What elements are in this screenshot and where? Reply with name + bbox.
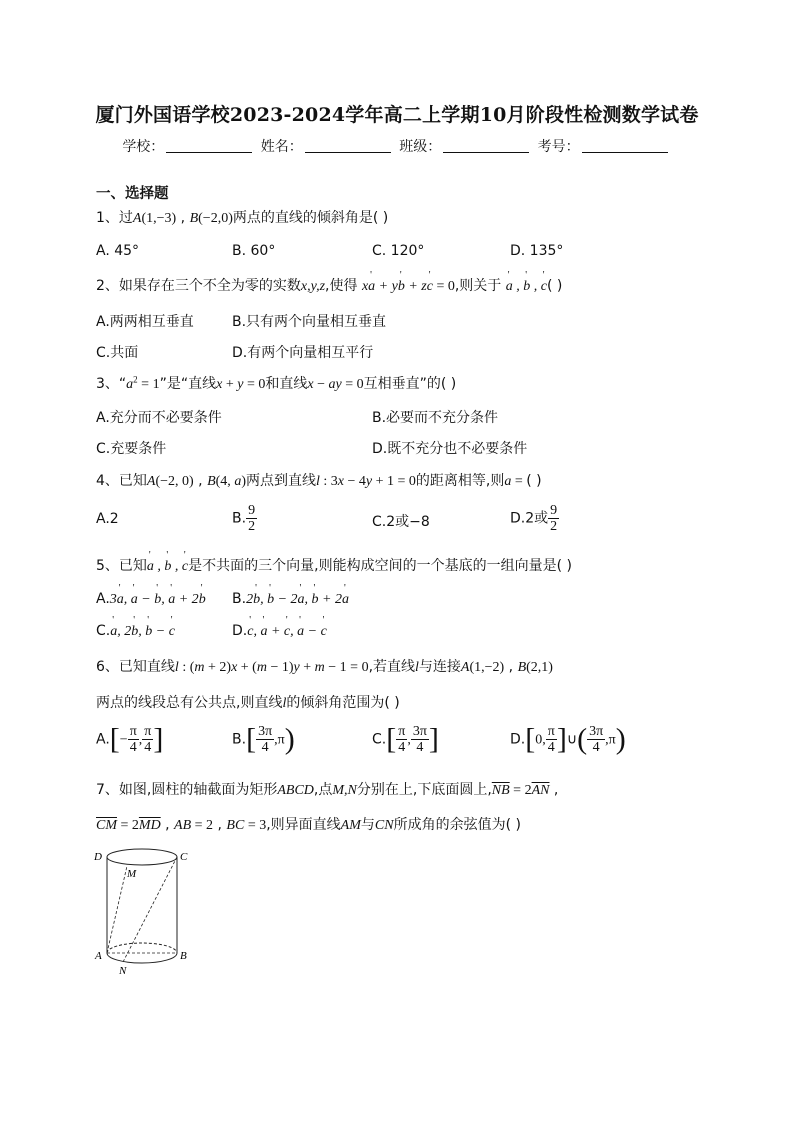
top-ellipse — [107, 849, 177, 865]
q4-option-b[interactable]: B. $\frac{9}{2}$ — [232, 503, 256, 534]
q6-option-d[interactable]: D.[0, $\frac{\pi}{4}$ ]∪( $\frac{3\pi}{4}$ ,π) — [510, 722, 626, 756]
label-d: D — [94, 851, 102, 863]
q3-text-d: 互相垂直”的( ) — [363, 376, 457, 392]
q2-option-b[interactable]: B.只有两个向量相互垂直 — [232, 314, 387, 330]
q1-text: 两点的直线的倾斜角是( ) — [232, 210, 389, 226]
name-blank[interactable] — [305, 138, 391, 153]
school-blank[interactable] — [166, 138, 252, 153]
question-1: 1、过A(1,−3) , B(−2,0)两点的直线的倾斜角是( ) — [96, 210, 389, 226]
question-6: 6、已知直线l : (m + 2)x + (m − 1)y + m − 1 = 0,若直线l与连接A(1,−2) , B(2,1) — [96, 659, 553, 675]
q4-text-d: ( ) — [526, 473, 542, 489]
q5-option-b[interactable]: B.2' b, ' b − 2' a, ' b + 2' a — [232, 591, 349, 608]
question-4: 4、已知A(−2, 0) , B(4, a)两点到直线l : 3x − 4y + 1 = 0的距离相等,则a = ( ) — [96, 473, 542, 489]
q3-text-c: 和直线 — [265, 376, 308, 392]
section-heading: 一、选择题 — [96, 186, 169, 202]
q2-text-b: ,使得 — [325, 278, 358, 294]
q5-prefix: 5、已知 — [96, 558, 147, 574]
q4-option-c[interactable]: C.2或−8 — [372, 514, 430, 530]
class-label: 班级： — [399, 139, 442, 155]
q4-text-b: 两点到直线 — [245, 473, 316, 489]
q1-option-b[interactable]: B. 60° — [232, 243, 276, 259]
q6-text-c: 与连接 — [418, 659, 461, 675]
q5-option-c[interactable]: C.' a, 2' b, ' b − ' c — [96, 623, 175, 640]
q2-text-d: ( ) — [546, 278, 563, 294]
q2-option-c[interactable]: C.共面 — [96, 345, 139, 361]
q3-option-c[interactable]: C.充要条件 — [96, 441, 167, 457]
q1-option-c[interactable]: C. 120° — [372, 243, 425, 259]
school-label: 学校： — [122, 139, 165, 155]
q5-option-d[interactable]: D.' c, ' a + ' c, ' a − ' c — [232, 623, 327, 640]
label-b: B — [180, 950, 187, 962]
q1-prefix: 1、过 — [96, 210, 133, 226]
q1-option-d[interactable]: D. 135° — [510, 243, 564, 259]
label-n: N — [119, 965, 127, 977]
segment-am — [107, 866, 127, 953]
bottom-ellipse-front — [107, 953, 177, 963]
q3-option-a[interactable]: A.充分而不必要条件 — [96, 410, 222, 426]
q1-option-a[interactable]: A. 45° — [96, 243, 140, 259]
q4-text-c: 的距离相等,则 — [415, 473, 505, 489]
student-info-line — [0, 136, 794, 156]
q5-text-b: 是不共面的三个向量,则能构成空间的一个基底的一组向量是( ) — [188, 558, 572, 574]
q7-prefix: 7、如图,圆柱的轴截面为矩形 — [96, 782, 278, 798]
q3-prefix: 3、“ — [96, 376, 127, 392]
q6-option-a[interactable]: A.[− $\frac{\pi}{4}$ , $\frac{\pi}{4}$ ] — [96, 722, 164, 756]
class-blank[interactable] — [443, 138, 529, 153]
q3-option-d[interactable]: D.既不充分也不必要条件 — [372, 441, 528, 457]
label-m: M — [127, 868, 137, 880]
name-label: 姓名： — [260, 139, 303, 155]
number-label: 考号： — [537, 139, 580, 155]
q2-text-c: ,则关于 — [454, 278, 502, 294]
q2-option-a[interactable]: A.两两相互垂直 — [96, 314, 194, 330]
label-a: A — [95, 950, 102, 962]
page-title: 厦门外国语学校2023-2024学年高二上学期10月阶段性检测数学试卷 — [95, 104, 699, 126]
cylinder-figure — [92, 842, 202, 982]
question-3: 3、“$a^2 = 1$”是“直线x + y = 0和直线x − ay = 0互相垂直”的( ) — [96, 374, 457, 392]
q6-option-b[interactable]: B.[ $\frac{3\pi}{4}$ ,π) — [232, 722, 295, 756]
q5-option-a[interactable]: A.3' a, ' a − ' b, ' a + 2' b — [96, 591, 206, 608]
question-5: 5、已知' a , ' b , ' c是不共面的三个向量,则能构成空间的一个基底的一组向量是( ) — [96, 555, 572, 575]
q2-option-d[interactable]: D.有两个向量相互平行 — [232, 345, 374, 361]
q6-option-c[interactable]: C.[ $\frac{\pi}{4}$ , $\frac{3\pi}{4}$ ] — [372, 722, 439, 756]
q2-prefix: 2、如果存在三个不全为零的实数 — [96, 278, 301, 294]
bottom-ellipse-back — [107, 943, 177, 953]
question-6-line-2: 两点的线段总有公共点,则直线l的倾斜角范围为( ) — [96, 695, 400, 711]
q4-option-a[interactable]: A.2 — [96, 511, 119, 527]
q3-option-b[interactable]: B.必要而不充分条件 — [372, 410, 499, 426]
q4-prefix: 4、已知 — [96, 473, 147, 489]
question-2: 2、如果存在三个不全为零的实数x,y,z,使得 x' a + y' b + z' c = 0,则关于 ' a , ' b , ' c( ) — [96, 275, 562, 295]
q4-option-d[interactable]: D.2或 $\frac{9}{2}$ — [510, 503, 558, 534]
question-7: 7、如图,圆柱的轴截面为矩形ABCD,点M,N分别在上,下底面圆上$,\overline{NB} = 2\overline{AN}$ , — [96, 782, 559, 798]
q3-text-b: ”是“直线 — [159, 376, 217, 392]
number-blank[interactable] — [582, 138, 668, 153]
q6-text-b: ,若直线 — [368, 659, 416, 675]
label-c: C — [180, 851, 188, 863]
question-7-line-2: $\overline{CM} = 2\overline{MD}$ , AB = 2 , BC = 3,则异面直线AM与CN所成角的余弦值为( ) — [96, 817, 521, 833]
q6-prefix: 6、已知直线 — [96, 659, 175, 675]
